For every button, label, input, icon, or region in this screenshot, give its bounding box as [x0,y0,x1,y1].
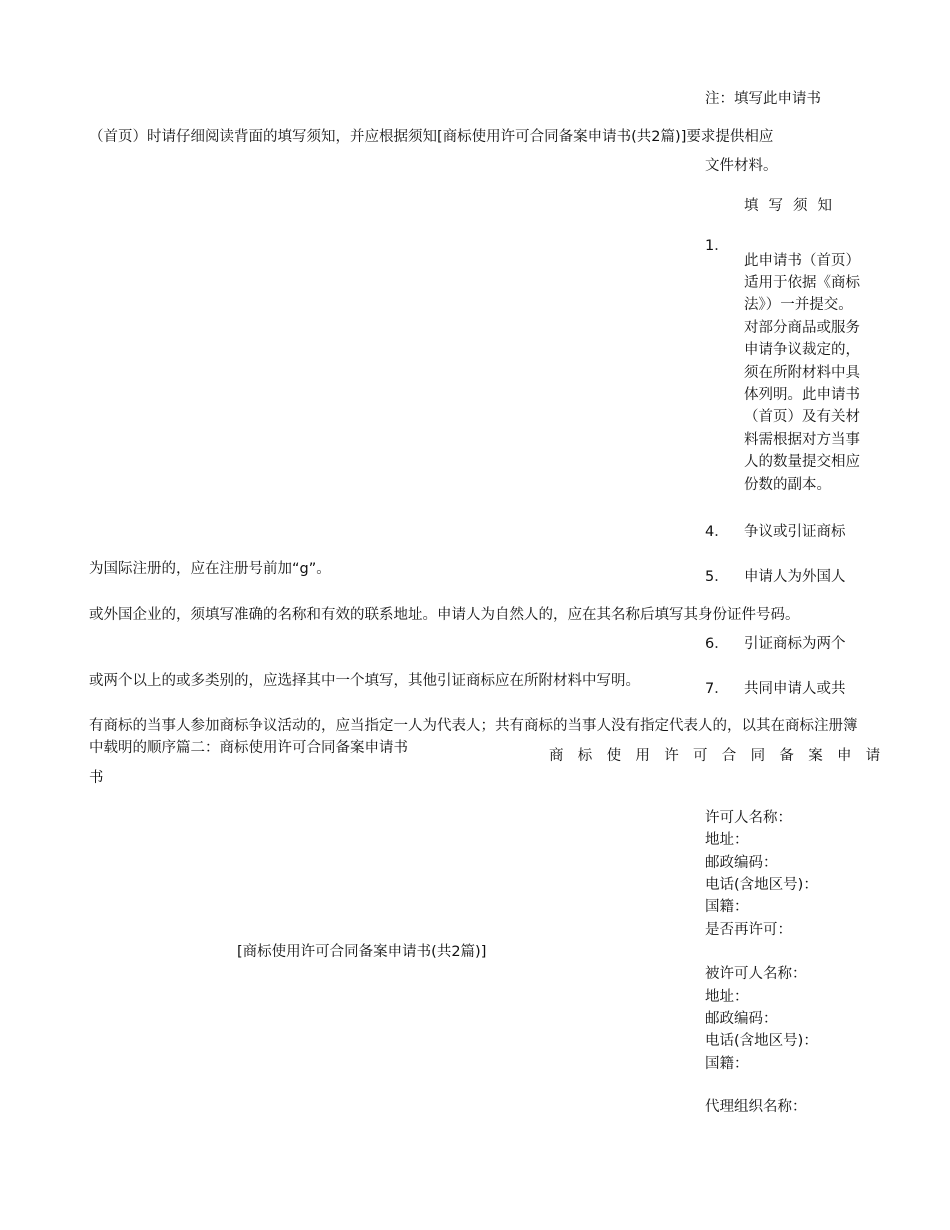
item-text-continued: 或两个以上的或多类别的，应选择其中一个填写，其他引证商标应在所附材料中写明。 [89,672,640,689]
licensor-postcode-label: 邮政编码： [705,855,778,871]
item-text-start: 引证商标为两个 [744,636,846,652]
item-text-start: 共同申请人或共 [744,681,846,697]
instructions-title: 填写须知 [744,198,842,214]
licensor-phone-label: 电话(含地区号)： [705,877,818,893]
note-line-3: 文件材料。 [705,158,778,174]
item-number: 4． [705,524,729,540]
item-text: 此申请书（首页）适用于依据《商标法》）一并提交。对部分商品或服务申请争议裁定的，须在所附材料中具体列明。此申请书（首页）及有关材料需根据对方当事人的数量提交相应份数的副本。 [744,252,860,493]
item-number: 1． [705,238,729,254]
note-line-2: （首页）时请仔细阅读背面的填写须知，并应根据须知[商标使用许可合同备案申请书(共2篇)]要求提供相应 [89,128,774,145]
item-number: 6． [705,636,729,652]
item-number: 7． [705,681,729,697]
item-text-continued: 为国际注册的，应在注册号前加“g”。 [89,560,331,577]
form-title: 商标使用许可合同备案申请 [549,748,895,764]
licensee-nationality-label: 国籍： [705,1056,749,1072]
item-text-start: 申请人为外国人 [744,569,846,585]
licensor-address-label: 地址： [705,832,749,848]
form-title-tail: 书 [89,770,104,786]
item-text-start: 争议或引证商标 [744,524,846,540]
licensor-relicense-label: 是否再许可： [705,922,792,938]
agent-name-label: 代理组织名称： [705,1099,807,1115]
licensee-postcode-label: 邮政编码： [705,1011,778,1027]
licensee-address-label: 地址： [705,989,749,1005]
item-text-continued: 有商标的当事人参加商标争议活动的，应当指定一人为代表人；共有商标的当事人没有指定代表人的，以其在商标注册簿中载明的顺序篇二：商标使用许可合同备案申请书 [89,717,858,756]
item-text-continued: 或外国企业的，须填写准确的名称和有效的联系地址。申请人为自然人的，应在其名称后填写其身份证件号码。 [89,606,800,623]
licensor-name-label: 许可人名称： [705,810,792,826]
note-line-1: 注：填写此申请书 [705,91,821,107]
item-number: 5． [705,569,729,585]
licensee-name-label: 被许可人名称： [705,966,807,982]
center-caption: [商标使用许可合同备案申请书(共2篇)] [237,944,487,960]
licensor-nationality-label: 国籍： [705,899,749,915]
licensee-phone-label: 电话(含地区号)： [705,1033,818,1049]
